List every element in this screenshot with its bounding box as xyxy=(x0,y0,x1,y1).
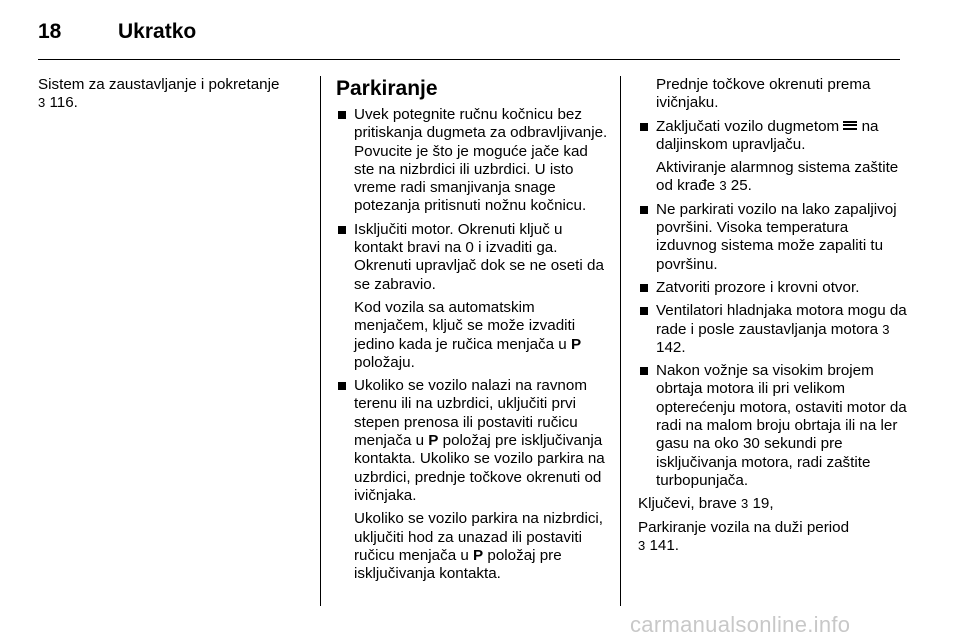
watermark: carmanualsonline.info xyxy=(630,612,851,637)
column-divider-1 xyxy=(320,76,321,606)
ref-page[interactable]: 25. xyxy=(726,177,752,195)
list-item: Ne parkirati vozilo na lako zapaljivoj površini. Visoka temperatura izduvnog sistema može zapaliti tu površinu. xyxy=(638,201,908,274)
ref-arrow-icon: 3 xyxy=(882,321,890,337)
cross-reference: Ključevi, brave 3 19, xyxy=(638,495,774,513)
column-right xyxy=(638,76,908,560)
list-item-note: Kod vozila sa automatskim menjačem, ključ se može izvaditi jedino kada je ručica menjača u P položaju. xyxy=(354,298,582,371)
page-number: 18 xyxy=(38,20,62,43)
ref-page[interactable]: 142. xyxy=(656,338,686,356)
page-header xyxy=(38,20,196,44)
list-item-note: Ukoliko se vozilo parkira na nizbrdici, uključiti hod za unazad ili postaviti ručicu menjača u P položaj pre isključivanja kontakta. xyxy=(354,510,604,583)
cross-reference: Sistem za zaustavljanje i pokretanje 3 116. xyxy=(38,76,280,112)
column-middle xyxy=(336,76,608,588)
list-item: Isključiti motor. Okrenuti ključ u kontakt bravi na 0 i izvaditi ga. Okrenuti upravljač dok se ne oseti da se zabravio. xyxy=(336,221,608,294)
list-item: Zaključati vozilo dugmetom na daljinskom upravljaču. xyxy=(638,118,908,155)
list-item: Ukoliko se vozilo nalazi na ravnom terenu ili na uzbrdici, uključiti prvi stepen prenosa ili postaviti ručicu menjača u P položaj pre isključivanja kontakta. Ukoliko se vozilo parkira na uzbrdici, prednje točkove okrenuti od ivičnjaka. xyxy=(336,377,608,505)
ref-arrow-icon: 3 xyxy=(719,178,727,194)
ref-page[interactable]: 141. xyxy=(645,536,680,554)
list-item: Uvek potegnite ručnu kočnicu bez pritiskanja dugmeta za odbravljivanje. Povucite je što je moguće jače kad ste na nizbrdici ili uzbrdici. U isto vreme radi smanjivanja snage potezanja pritisnuti nožnu kočnicu. xyxy=(336,106,608,216)
ref-arrow-icon: 3 xyxy=(740,496,749,512)
column-divider-2 xyxy=(620,76,621,606)
list-item-continuation: Prednje točkove okrenuti prema ivičnjaku. xyxy=(656,76,871,112)
ref-page[interactable]: 116. xyxy=(45,94,78,112)
header-rule xyxy=(38,59,900,60)
column-left xyxy=(38,76,308,113)
chapter-title: Ukratko xyxy=(118,20,197,43)
lock-key-icon xyxy=(843,121,857,130)
cross-reference: Parkiranje vozila na duži period 3 141. xyxy=(638,518,850,554)
list-item-note: Aktiviranje alarmnog sistema zaštite od krađe 3 25. xyxy=(656,159,899,195)
ref-arrow-icon: 3 xyxy=(638,537,646,553)
ref-arrow-icon: 3 xyxy=(38,95,46,111)
section-title: Parkiranje xyxy=(336,77,438,100)
ref-page[interactable]: 19, xyxy=(748,495,774,513)
list-item: Ventilatori hladnjaka motora mogu da rade i posle zaustavljanja motora 3 142. xyxy=(638,302,908,357)
list-item: Zatvoriti prozore i krovni otvor. xyxy=(638,279,908,297)
list-item: Nakon vožnje sa visokim brojem obrtaja motora ili pri velikom opterećenju motora, ostaviti motor da radi na malom broju obrtaja ili na ler gasu na oko 30 sekundi pre isključivanja motora, radi zaštite turbopunjača. xyxy=(638,362,908,490)
